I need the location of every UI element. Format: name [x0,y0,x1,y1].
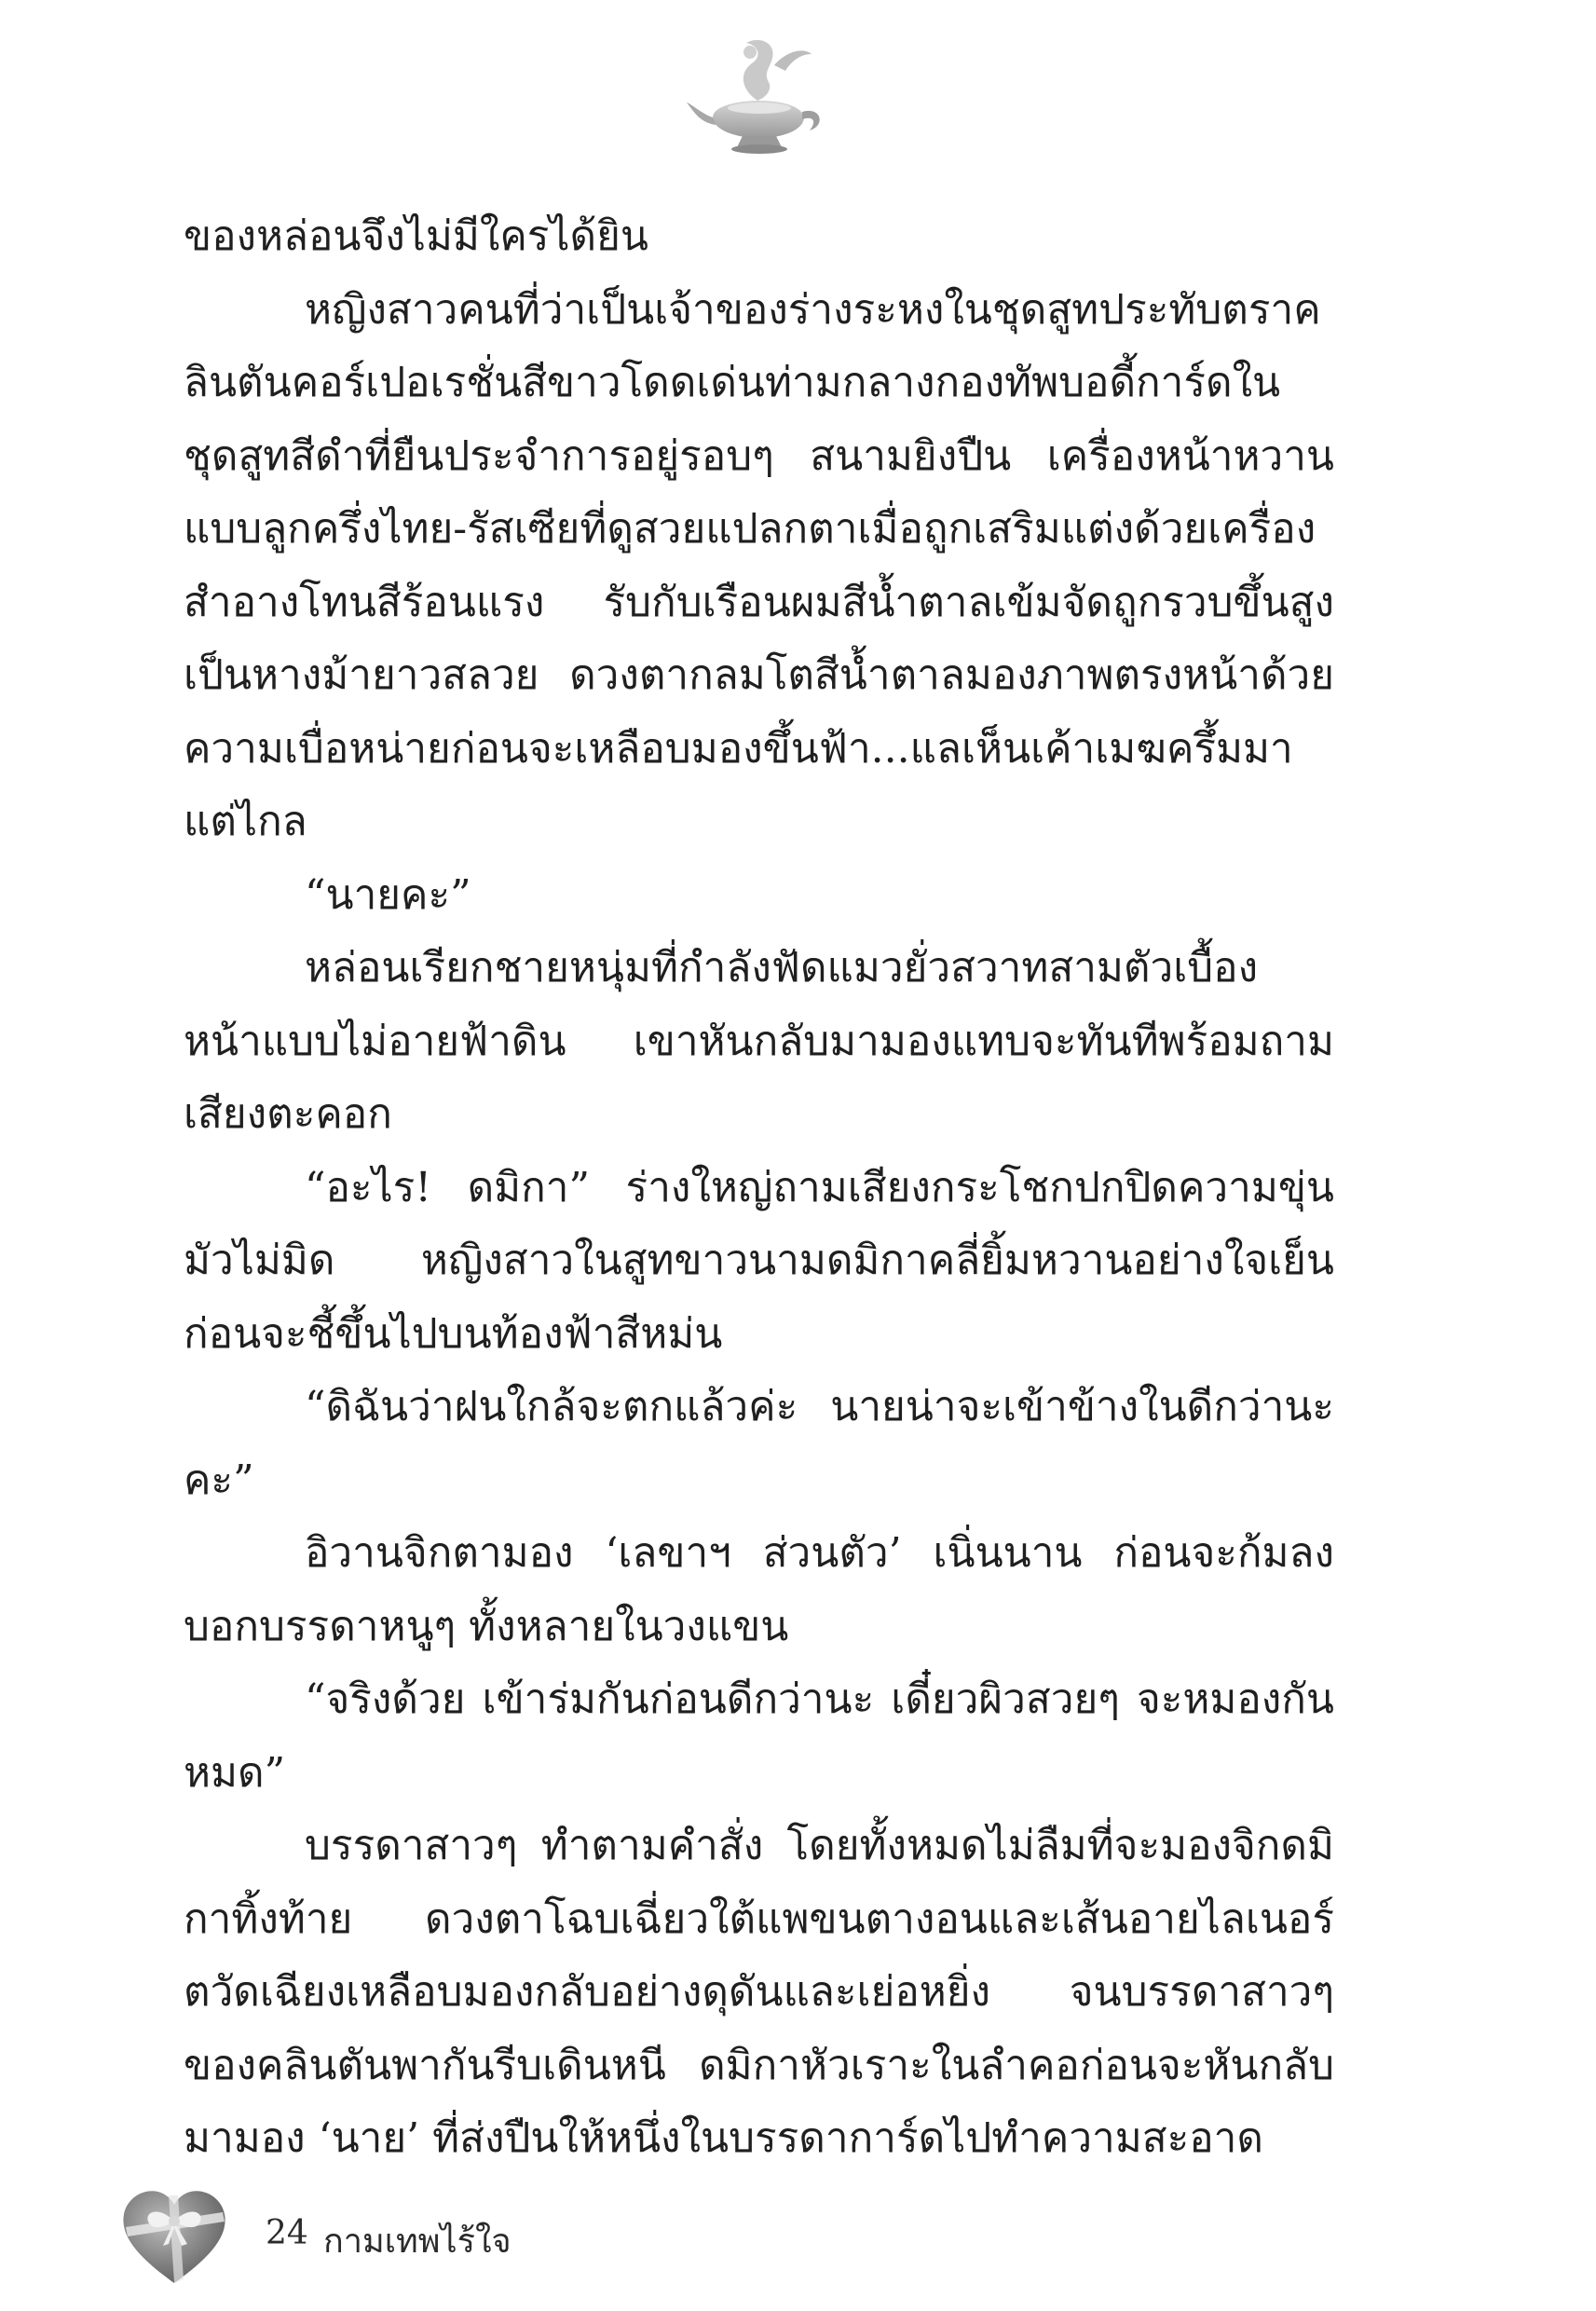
page-footer [116,2179,675,2290]
paragraph: หล่อนเรียกชายหนุ่มที่กำลังฟัดแมวยั่วสวาทสามตัวเบื้องหน้าแบบไม่อายฟ้าดิน เขาหันกลับมามองแทบจะทันทีพร้อมถามเสียงตะคอก [184,944,1334,1138]
genie-lamp-icon [685,28,834,168]
paragraph: “จริงด้วย เข้าร่มกันก่อนดีกว่านะ เดี๋ยวผิวสวยๆ จะหมองกันหมด” [184,1675,1334,1797]
body-text [184,200,1334,2176]
book-title: กามเทพไร้ใจ [323,2222,512,2261]
paragraph: ของหล่อนจึงไม่มีใครได้ยิน [184,212,648,260]
paragraph: “ดิฉันว่าฝนใกล้จะตกแล้วค่ะ นายน่าจะเข้าข้างในดีกว่านะคะ” [184,1383,1334,1504]
paragraph: “อะไร! ดมิกา” ร่างใหญ่ถามเสียงกระโชกปกปิดความขุ่นมัวไม่มิด หญิงสาวในสูทขาวนามดมิกาคลี่ยิ้มหวานอย่างใจเย็น ก่อนจะชี้ขึ้นไปบนท้องฟ้าสีหม่น [184,1163,1334,1358]
paragraph: “นายคะ” [305,870,471,919]
paragraph: หญิงสาวคนที่ว่าเป็นเจ้าของร่างระหงในชุดสูทประทับตราคลินตันคอร์เปอเรชั่นสีขาวโดดเด่นท่ามกลางกองทัพบอดี้การ์ดในชุดสูทสีดำที่ยืนประจำการอยู่รอบๆ สนามยิงปืน เครื่องหน้าหวานแบบลูกครึ่งไทย-รัสเซียที่ดูสวยแปลกตาเมื่อถูกเสริมแต่งด้วยเครื่องสำอางโทนสีร้อนแรง รับกับเรือนผมสีน้ำตาลเข้มจัดถูกรวบขึ้นสูงเป็นหางม้ายาวสลวย ดวงตากลมโตสีน้ำตาลมองภาพตรงหน้าด้วยความเบื่อหน่ายก่อนจะเหลือบมองขึ้นฟ้า...แลเห็นเค้าเมฆครึ้มมาแต่ไกล [184,285,1334,845]
paragraph: บรรดาสาวๆ ทำตามคำสั่ง โดยทั้งหมดไม่ลืมที่จะมองจิกดมิกาทิ้งท้าย ดวงตาโฉบเฉี่ยวใต้แพขนตางอนและเส้นอายไลเนอร์ตวัดเฉียงเหลือบมองกลับอย่างดุดันและเย่อหยิ่ง จนบรรดาสาวๆ ของคลินตันพากันรีบเดินหนี ดมิกาหัวเราะในลำคอก่อนจะหันกลับมามอง ‘นาย’ ที่ส่งปืนให้หนึ่งในบรรดาการ์ดไปทำความสะอาด [184,1822,1334,2162]
page-number: 24 [266,2214,308,2252]
paragraph: อิวานจิกตามอง ‘เลขาฯ ส่วนตัว’ เนิ่นนาน ก่อนจะก้มลงบอกบรรดาหนูๆ ทั้งหลายในวงแขน [184,1529,1334,1650]
heart-ribbon-icon [116,2179,233,2290]
